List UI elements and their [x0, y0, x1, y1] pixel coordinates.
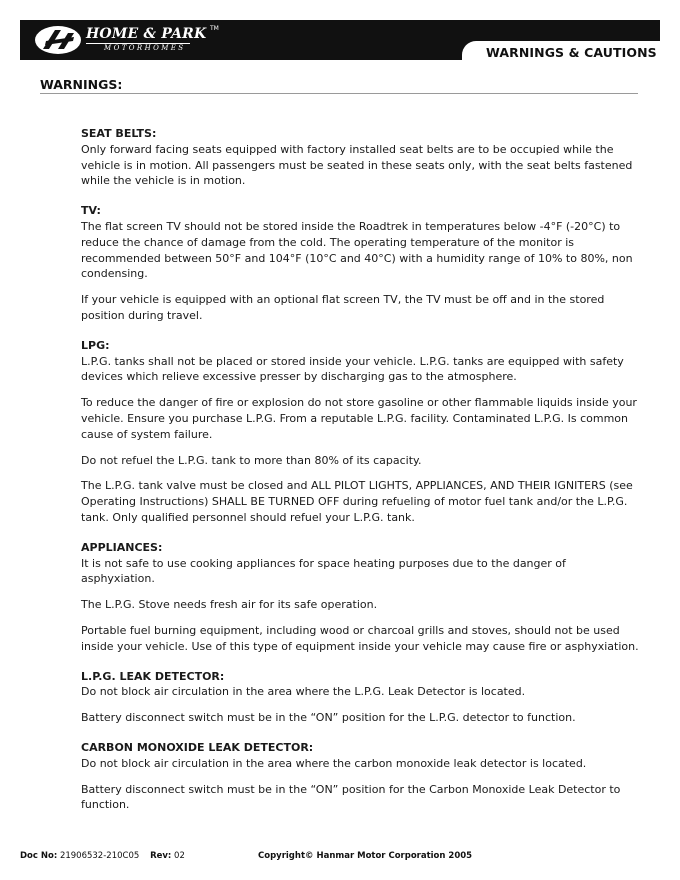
copyright: Copyright© Hanmar Motor Corporation 2005 [258, 851, 473, 861]
paragraph: Portable fuel burning equipment, including wood or charcoal grills and stoves, should not be used inside your vehicle. Use of this type of equipment inside your vehicle may cause fire or asphyxiation. [81, 623, 639, 653]
seat-belts-section [81, 126, 641, 189]
paragraph: To reduce the danger of fire or explosion do not store gasoline or other flammable liquids inside your vehicle. Ensure you purchase L.P.G. From a reputable L.P.G. facility. Contaminated L.P.G. Is common cause of system failure. [81, 396, 637, 441]
paragraph: It is not safe to use cooking appliances for space heating purposes due to the danger of asphyxiation. [81, 556, 566, 586]
section-heading: LPG: [81, 338, 110, 352]
doc-number: 21906532-210C05 [59, 851, 140, 861]
revision-number: 02 [174, 851, 185, 861]
paragraph: Do not block air circulation in the area where the carbon monoxide leak detector is located. [81, 756, 587, 770]
paragraph: The flat screen TV should not be stored inside the Roadtrek in temperatures below -4°F (-20°C) to reduce the chance of damage from the cold. The operating temperature of the monitor is recommended between 50°F and 104°F (10°C and 40°C) with a humidity range of 10% to 80%, non condensing. [81, 219, 633, 281]
paragraph: Battery disconnect switch must be in the “ON” position for the L.P.G. detector to function. [81, 711, 576, 725]
warnings-content [81, 126, 641, 827]
paragraph: Do not block air circulation in the area where the L.P.G. Leak Detector is located. [81, 685, 526, 699]
paragraph: Do not refuel the L.P.G. tank to more than 80% of its capacity. [81, 453, 422, 467]
section-heading: L.P.G. LEAK DETECTOR: [81, 669, 225, 683]
section-title: WARNINGS & CAUTIONS [486, 45, 657, 60]
appliances-section [81, 540, 641, 655]
home-and-park-logo-icon [34, 24, 82, 56]
section-heading: CARBON MONOXIDE LEAK DETECTOR: [81, 740, 314, 754]
footer-doc-info [20, 851, 185, 861]
paragraph: The L.P.G. Stove needs fresh air for its safe operation. [81, 598, 378, 612]
lpg-leak-detector-section [81, 669, 641, 726]
paragraph: The L.P.G. tank valve must be closed and ALL PILOT LIGHTS, APPLIANCES, AND THEIR IGNITERS (see Operating Instructions) SHALL BE TURNED OFF during refueling of motor fuel tank and/or the L.P.G. tank. Only qualified personnel should refuel your L.P.G. tank. [81, 479, 633, 524]
co-leak-detector-section [81, 740, 641, 813]
lpg-section [81, 338, 641, 526]
section-heading: SEAT BELTS: [81, 127, 157, 140]
paragraph: Battery disconnect switch must be in the “ON” position for the Carbon Monoxide Leak Detector to function. [81, 782, 621, 812]
tv-section [81, 203, 641, 324]
brand-trademark: TM [210, 25, 219, 32]
paragraph: Only forward facing seats equipped with factory installed seat belts are to be occupied while the vehicle is in motion. All passengers must be seated in these seats only, with the seat belts fastened while the vehicle is in motion. [81, 142, 633, 188]
brand-subtitle: MOTORHOMES [104, 44, 186, 52]
brand-name: HOME & PARK [86, 26, 207, 42]
revision-label: Rev: [150, 851, 172, 861]
section-heading: APPLIANCES: [81, 540, 163, 554]
section-heading: TV: [81, 204, 101, 218]
doc-number-label: Doc No: [20, 851, 58, 861]
paragraph: If your vehicle is equipped with an optional flat screen TV, the TV must be off and in the stored position during travel. [81, 293, 605, 322]
paragraph: L.P.G. tanks shall not be placed or stored inside your vehicle. L.P.G. tanks are equipped with safety devices which relieve excessive presser by discharging gas to the atmosphere. [81, 354, 624, 384]
heading-divider [40, 93, 638, 94]
page-heading: WARNINGS: [40, 77, 123, 92]
